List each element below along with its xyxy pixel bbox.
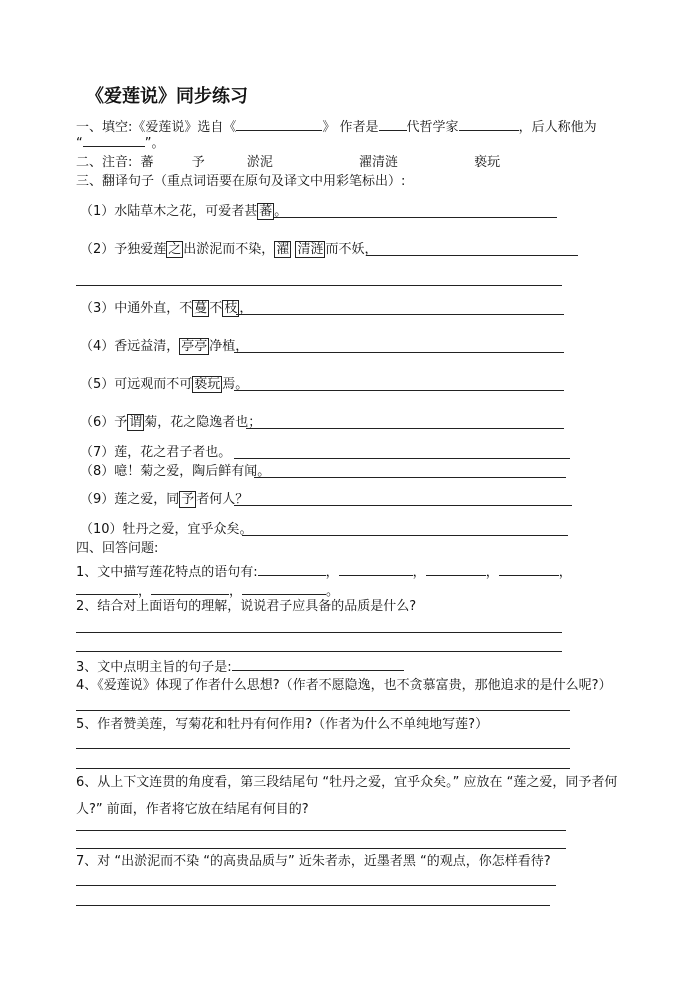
pinyin-line [76,155,500,171]
answer-line[interactable] [76,885,556,886]
answer-line[interactable] [234,458,570,459]
text: “ [76,136,83,151]
text: ， [325,565,339,580]
text: 1、文中描写莲花特点的语句有: [76,565,258,580]
answer-line[interactable] [76,830,566,831]
text: （5）可远观而不可 [80,377,193,392]
key-word: 蕃 [259,204,273,219]
answer-line[interactable] [76,748,570,749]
key-word: 清涟 [297,242,324,257]
text: 《爱莲说》选自《 [132,120,237,135]
blank[interactable] [426,563,486,576]
question-4: 4、《爱莲说》体现了作者什么思想?（作者不愿隐逸，也不贪慕富贵，那他追求的是什么呢?） [76,678,612,693]
text: ”。 [144,136,165,151]
text: ， [412,565,426,580]
blank[interactable] [232,658,404,671]
sentence-3 [80,301,252,317]
text: 》 作者是 [322,120,379,135]
sentence-5 [80,377,248,393]
section-3-label: 三、翻译句子（重点词语要在原句及译文中用彩笔标出）: [76,174,406,189]
fill-in-line-2 [76,134,165,152]
answer-line[interactable] [76,632,562,633]
question-6: 6、从上下文连贯的角度看，第三段结尾句 “牡丹之爱，宜乎众矣。” 应放在 “莲之爱，同予者何 [76,775,618,790]
section-1-label: 一、填空: [76,120,133,135]
blank-author[interactable] [459,118,519,131]
answer-line[interactable] [236,314,564,315]
text: 焉。 [222,377,249,392]
text: 。 [274,204,288,219]
text: ， [239,301,253,316]
question-6-line-2: 人?” 前面，作者将它放在结尾有何目的? [76,802,309,817]
text: ， [229,584,243,599]
answer-line[interactable] [76,285,562,286]
blank[interactable] [258,563,326,576]
text: 而不妖， [325,242,378,257]
word-2: 予 [191,155,205,170]
text: 不 [209,301,223,316]
text: 3、文中点明主旨的句子是: [76,660,232,675]
question-1-line-2 [76,582,339,600]
answer-line[interactable] [76,651,562,652]
blank[interactable] [76,582,138,595]
text: 。 [326,584,340,599]
answer-line[interactable] [254,477,566,478]
sentence-1 [80,204,287,220]
key-word: 枝 [224,301,238,316]
word-1: 蕃 [140,155,154,170]
text: 者何人？ [196,492,249,507]
answer-line[interactable] [234,390,564,391]
key-word: 濯 [276,242,290,257]
answer-line[interactable] [76,710,570,711]
text: （2）予独爱莲 [80,242,167,257]
section-2-label: 二、注音: [76,155,133,170]
word-4: 濯清涟 [359,155,399,170]
text: （3）中通外直，不 [80,301,193,316]
sentence-8: （8）噫！菊之爱，陶后鲜有闻。 [80,464,271,479]
page-title: 《爱莲说》同步练习 [86,86,248,107]
question-2: 2、结合对上面语句的理解，说说君子应具备的品质是什么? [76,599,417,614]
text: ， [138,584,152,599]
text: 菊，花之隐逸者也； [144,415,262,430]
answer-line[interactable] [76,768,570,769]
sentence-9 [80,492,248,508]
text: （4）香远益清， [80,339,180,354]
blank[interactable] [151,582,229,595]
text: （6）予 [80,415,128,430]
text: 出淤泥而不染， [183,242,275,257]
question-5: 5、作者赞美莲，写菊花和牡丹有何作用?（作者为什么不单纯地写莲?） [76,717,489,732]
sentence-10: （10）牡丹之爱，宜乎众矣。 [80,522,253,537]
answer-line[interactable] [76,905,550,906]
sentence-6 [80,415,261,431]
question-7: 7、对 “出淤泥而不染 “的高贵品质与” 近朱者赤，近墨者黑 “的观点，你怎样看待? [76,854,551,869]
text: （9）莲之爱，同 [80,492,180,507]
word-5: 亵玩 [474,155,501,170]
blank[interactable] [242,582,326,595]
answer-line[interactable] [366,255,578,256]
key-word: 之 [168,242,182,257]
section-4-label: 四、回答问题: [76,541,159,556]
blank-source[interactable] [236,118,322,131]
key-word: 谓 [129,415,143,430]
text: ，后人称他为 [518,120,597,135]
text: ， [558,565,572,580]
key-word: 亭亭 [181,339,208,354]
text: ， [485,565,499,580]
question-1 [76,563,572,581]
text: （1）水陆草木之花，可爱者甚 [80,204,258,219]
sentence-7: （7）莲，花之君子者也。 [80,445,232,460]
blank[interactable] [339,563,413,576]
blank-title[interactable] [83,134,145,147]
answer-line[interactable] [242,535,568,536]
blank[interactable] [499,563,559,576]
word-3: 淤泥 [246,155,273,170]
answer-line[interactable] [234,352,564,353]
answer-line[interactable] [246,428,564,429]
answer-line[interactable] [76,848,566,849]
key-word: 亵玩 [194,377,221,392]
key-word: 蔓 [194,301,208,316]
text: 净植， [209,339,249,354]
answer-line[interactable] [273,217,557,218]
question-3 [76,658,404,676]
key-word: 予 [181,492,195,507]
text: 代哲学家 [406,120,459,135]
sentence-2 [80,242,378,258]
answer-line[interactable] [234,505,572,506]
blank-dynasty[interactable] [379,118,407,131]
sentence-4 [80,339,248,355]
